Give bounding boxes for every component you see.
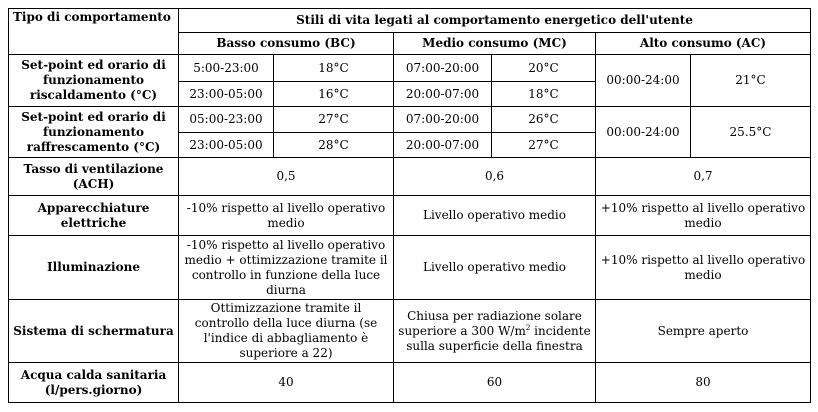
header-mc: Medio consumo (MC)	[394, 33, 596, 55]
cooling-bc-time-2: 23:00-05:00	[179, 133, 274, 158]
ventilation-bc: 0,5	[179, 158, 394, 196]
table-container	[8, 8, 811, 403]
cooling-bc-temp-1: 27°C	[274, 107, 394, 133]
cooling-ac-temp: 25.5°C	[691, 107, 811, 158]
energy-behaviour-table	[8, 8, 811, 403]
ventilation-row	[9, 158, 811, 196]
appliances-label: Apparecchiature elettriche	[9, 196, 179, 236]
lighting-ac: +10% rispetto al livello operativo medio	[596, 236, 811, 300]
dhw-ac: 80	[596, 363, 811, 403]
shading-mc	[394, 300, 596, 363]
shading-mc-text: Chiusa per radiazione solare superiore a 300 W/m	[398, 308, 582, 338]
cooling-bc-temp-2: 28°C	[274, 133, 394, 158]
shading-ac: Sempre aperto	[596, 300, 811, 363]
cooling-mc-temp-2: 27°C	[492, 133, 596, 158]
heating-row-1	[9, 55, 811, 82]
header-bc: Basso consumo (BC)	[179, 33, 394, 55]
cooling-ac-time: 00:00-24:00	[596, 107, 691, 158]
dhw-mc: 60	[394, 363, 596, 403]
appliances-row	[9, 196, 811, 236]
header-row-1	[9, 9, 811, 33]
shading-bc: Ottimizzazione tramite il controllo della luce diurna (se l'indice di abbagliamento è superiore a 22)	[179, 300, 394, 363]
ventilation-label: Tasso di ventilazione (ACH)	[9, 158, 179, 196]
heating-mc-temp-1: 20°C	[492, 55, 596, 82]
lighting-label: Illuminazione	[9, 236, 179, 300]
dhw-row	[9, 363, 811, 403]
lighting-mc: Livello operativo medio	[394, 236, 596, 300]
cooling-label: Set-point ed orario di funzionamento raffrescamento (°C)	[9, 107, 179, 158]
dhw-bc: 40	[179, 363, 394, 403]
header-group: Stili di vita legati al comportamento energetico dell'utente	[179, 9, 811, 33]
appliances-mc: Livello operativo medio	[394, 196, 596, 236]
header-corner: Tipo di comportamento	[9, 9, 179, 55]
appliances-ac: +10% rispetto al livello operativo medio	[596, 196, 811, 236]
heating-bc-temp-2: 16°C	[274, 82, 394, 107]
lighting-bc: -10% rispetto al livello operativo medio + ottimizzazione tramite il controllo in funzione della luce diurna	[179, 236, 394, 300]
heating-mc-time-2: 20:00-07:00	[394, 82, 492, 107]
shading-row	[9, 300, 811, 363]
ventilation-ac: 0,7	[596, 158, 811, 196]
heating-bc-temp-1: 18°C	[274, 55, 394, 82]
cooling-mc-time-1: 07:00-20:00	[394, 107, 492, 133]
shading-mc-text-end: incidente sulla superficie della finestra	[406, 323, 591, 353]
cooling-row-1	[9, 107, 811, 133]
dhw-label: Acqua calda sanitaria (l/pers.giorno)	[9, 363, 179, 403]
ventilation-mc: 0,6	[394, 158, 596, 196]
heating-mc-temp-2: 18°C	[492, 82, 596, 107]
cooling-mc-temp-1: 26°C	[492, 107, 596, 133]
lighting-row	[9, 236, 811, 300]
heating-label: Set-point ed orario di funzionamento riscaldamento (°C)	[9, 55, 179, 107]
cooling-mc-time-2: 20:00-07:00	[394, 133, 492, 158]
heating-ac-time: 00:00-24:00	[596, 55, 691, 107]
heating-bc-time-1: 5:00-23:00	[179, 55, 274, 82]
heating-ac-temp: 21°C	[691, 55, 811, 107]
appliances-bc: -10% rispetto al livello operativo medio	[179, 196, 394, 236]
heating-bc-time-2: 23:00-05:00	[179, 82, 274, 107]
header-ac: Alto consumo (AC)	[596, 33, 811, 55]
heating-mc-time-1: 07:00-20:00	[394, 55, 492, 82]
cooling-bc-time-1: 05:00-23:00	[179, 107, 274, 133]
shading-mc-superscript: 2	[525, 323, 531, 332]
shading-label: Sistema di schermatura	[9, 300, 179, 363]
